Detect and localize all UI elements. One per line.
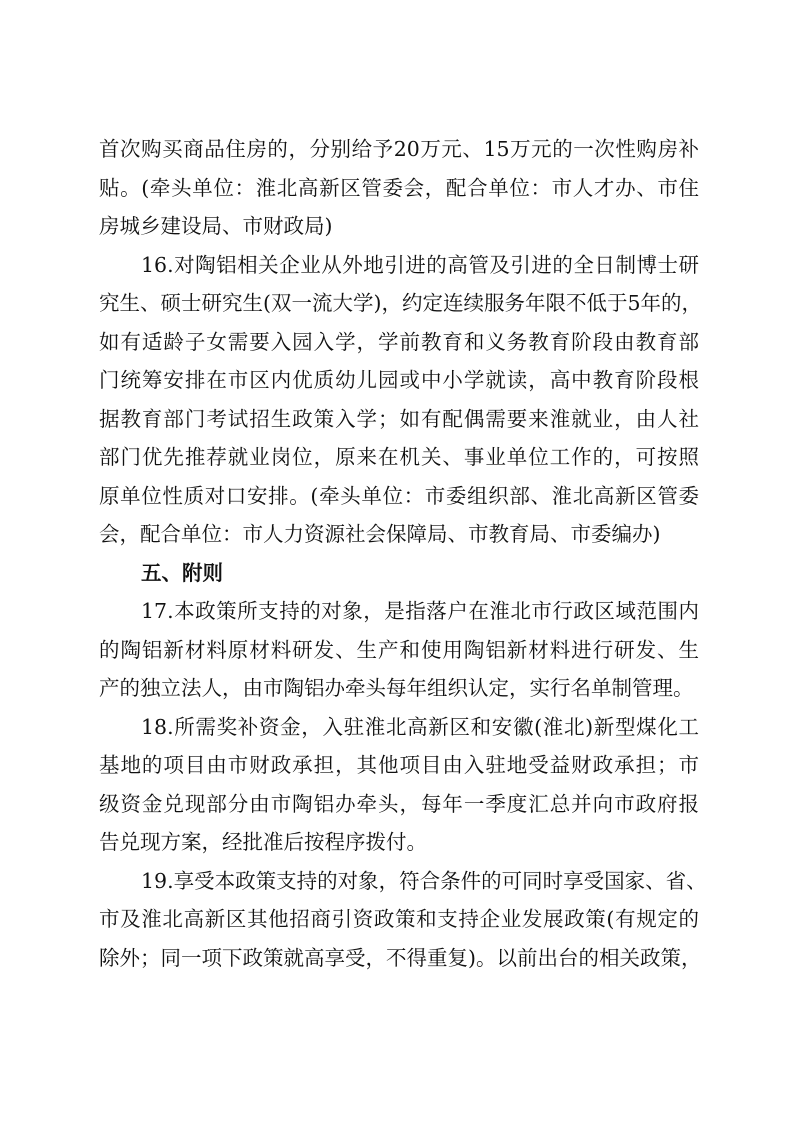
text-line: 的陶铝新材料原材料研发、生产和使用陶铝新材料进行研发、生: [99, 637, 699, 662]
text-line: 贴。(牵头单位：淮北高新区管委会，配合单位：市人才办、市住: [99, 175, 699, 200]
text-line: 告兑现方案，经批准后按程序拨付。: [99, 830, 427, 854]
text-line: 19.享受本政策支持的对象，符合条件的可同时享受国家、省、: [141, 868, 707, 893]
paragraph-item-18: [99, 708, 699, 862]
document-page: [99, 130, 707, 977]
text-line: 如有适龄子女需要入园入学，学前教育和义务教育阶段由教育部: [99, 329, 699, 354]
paragraph-item-17: [99, 592, 699, 708]
text-line: 原单位性质对口安排。(牵头单位：市委组织部、淮北高新区管委: [99, 483, 699, 508]
text-line: 16.对陶铝相关企业从外地引进的高管及引进的全日制博士研: [141, 252, 699, 277]
text-line: 部门优先推荐就业岗位，原来在机关、事业单位工作的，可按照: [99, 445, 699, 469]
text-line: 究生、硕士研究生(双一流大学)，约定连续服务年限不低于5年的，: [99, 291, 703, 315]
text-line: 18.所需奖补资金，入驻淮北高新区和安徽(淮北)新型煤化工: [141, 714, 699, 739]
paragraph-item-19: [99, 862, 707, 978]
text-line: 17.本政策所支持的对象，是指落户在淮北市行政区域范围内: [141, 599, 699, 623]
text-line: 会，配合单位：市人力资源社会保障局、市教育局、市委编办): [99, 522, 661, 546]
text-line: 产的独立法人，由市陶铝办牵头每年组织认定，实行名单制管理。: [99, 676, 694, 700]
paragraph-continuation: [99, 130, 699, 246]
text-line: 首次购买商品住房的，分别给予20万元、15万元的一次性购房补: [99, 137, 699, 161]
text-line: 基地的项目由市财政承担，其他项目由入驻地受益财政承担；市: [99, 753, 699, 777]
text-line: 除外；同一项下政策就高享受，不得重复)。以前出台的相关政策，: [99, 945, 702, 970]
text-line: 门统筹安排在市区内优质幼儿园或中小学就读，高中教育阶段根: [99, 368, 699, 392]
text-line: 房城乡建设局、市财政局): [99, 214, 333, 238]
paragraph-item-16: [99, 246, 703, 554]
text-line: 市及淮北高新区其他招商引资政策和支持企业发展政策(有规定的: [99, 907, 699, 931]
text-line: 级资金兑现部分由市陶铝办牵头，每年一季度汇总并向市政府报: [99, 791, 699, 816]
section-heading: 五、附则: [141, 560, 223, 585]
text-line: 据教育部门考试招生政策入学；如有配偶需要来淮就业，由人社: [99, 406, 699, 431]
